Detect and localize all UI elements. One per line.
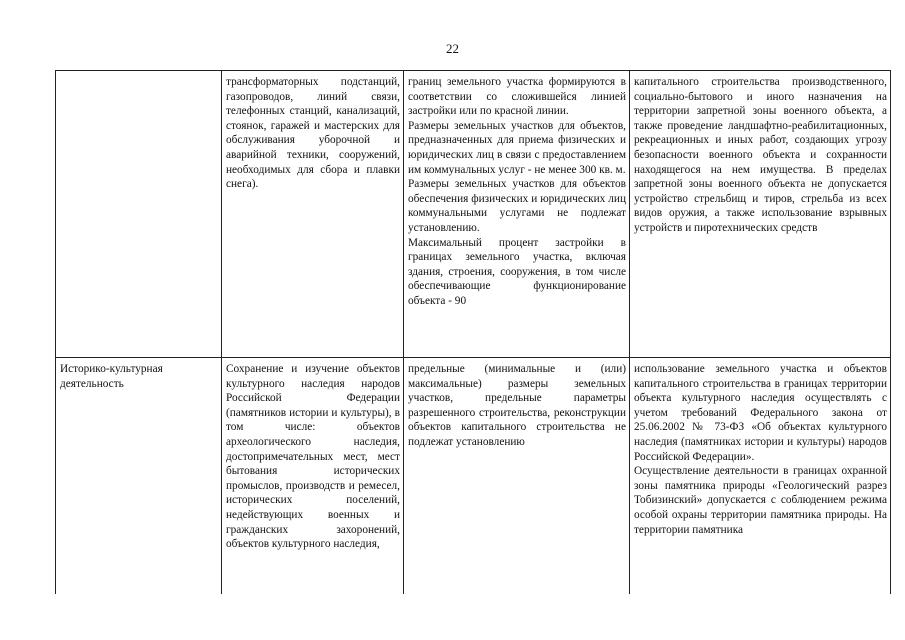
parameters-paragraph: Размеры земельных участков для объектов обеспечения физических и юридических лиц коммунальными услугами не подлежат установлению. (408, 178, 626, 234)
restrictions-paragraph: капитального строительства производственного, социально-бытового и иного назначения на территории запретной зоны военного объекта, а также проведение ландшафтно-реабилитационных, рекреационных и иных работ, создающих угрозу безопасности военного объекта и сохранности находящегося на нем имущества. В пределах запретной зоны военного объекта не допускается устройство стрельбищ и тиров, стрельба из всех видов оружия, а также использование взрывных устройств и пиротехнических средств (634, 76, 887, 234)
restrictions-paragraph: Осуществление деятельности в границах охранной зоны памятника природы «Геологический разрез Тобизинский» допускается с соблюдением режима особой охраны территории памятника природы. На территории памятника (634, 465, 887, 536)
use-name-cell: Историко-культурная деятельность (56, 358, 222, 595)
page-number: 22 (446, 41, 459, 56)
restrictions-cell (630, 358, 891, 595)
zoning-table (55, 70, 891, 594)
table-row (56, 358, 891, 595)
parameters-cell (404, 71, 630, 358)
parameters-paragraph: предельные (минимальные и (или) максимальные) размеры земельных участков, предельные параметры разрешенного строительства, реконструкции объектов капитального строительства не подлежат установлению (408, 363, 626, 448)
use-name-cell (56, 71, 222, 358)
restrictions-paragraph: использование земельного участка и объектов капитального строительства в границах территории объекта культурного наследия осуществлять с учетом требований Федерального закона от 25.06.2002 № 73-ФЗ «Об объектах культурного наследия (памятниках истории и культуры) народов Российской Федерации». (634, 363, 887, 463)
parameters-cell (404, 358, 630, 595)
use-description-cell: трансформаторных подстанций, газопроводов, линий связи, телефонных станций, канализаций, стоянок, гаражей и мастерских для обслуживания уборочной и аварийной техники, сооружений, необходимых для сбора и плавки снега). (222, 71, 404, 358)
parameters-paragraph: Максимальный процент застройки в границах земельного участка, включая здания, строения, сооружения, в том числе обеспечивающие функционирование объекта - 90 (408, 236, 626, 307)
parameters-paragraph: Размеры земельных участков для объектов, предназначенных для приема физических и юридических лиц в связи с предоставлением им коммунальных услуг - не менее 300 кв. м. (408, 119, 626, 176)
restrictions-cell (630, 71, 891, 358)
table-row (56, 71, 891, 358)
use-description-cell: Сохранение и изучение объектов культурного наследия народов Российской Федерации (памятников истории и культуры), в том числе: объектов археологического наследия, достопримечательных мест, мест бытования исторических промыслов, производств и ремесел, исторических поселений, недействующих военных и гражданских захоронений, объектов культурного наследия, (222, 358, 404, 595)
parameters-paragraph: границ земельного участка формируются в соответствии со сложившейся линией застройки или по красной линии. (408, 76, 626, 118)
